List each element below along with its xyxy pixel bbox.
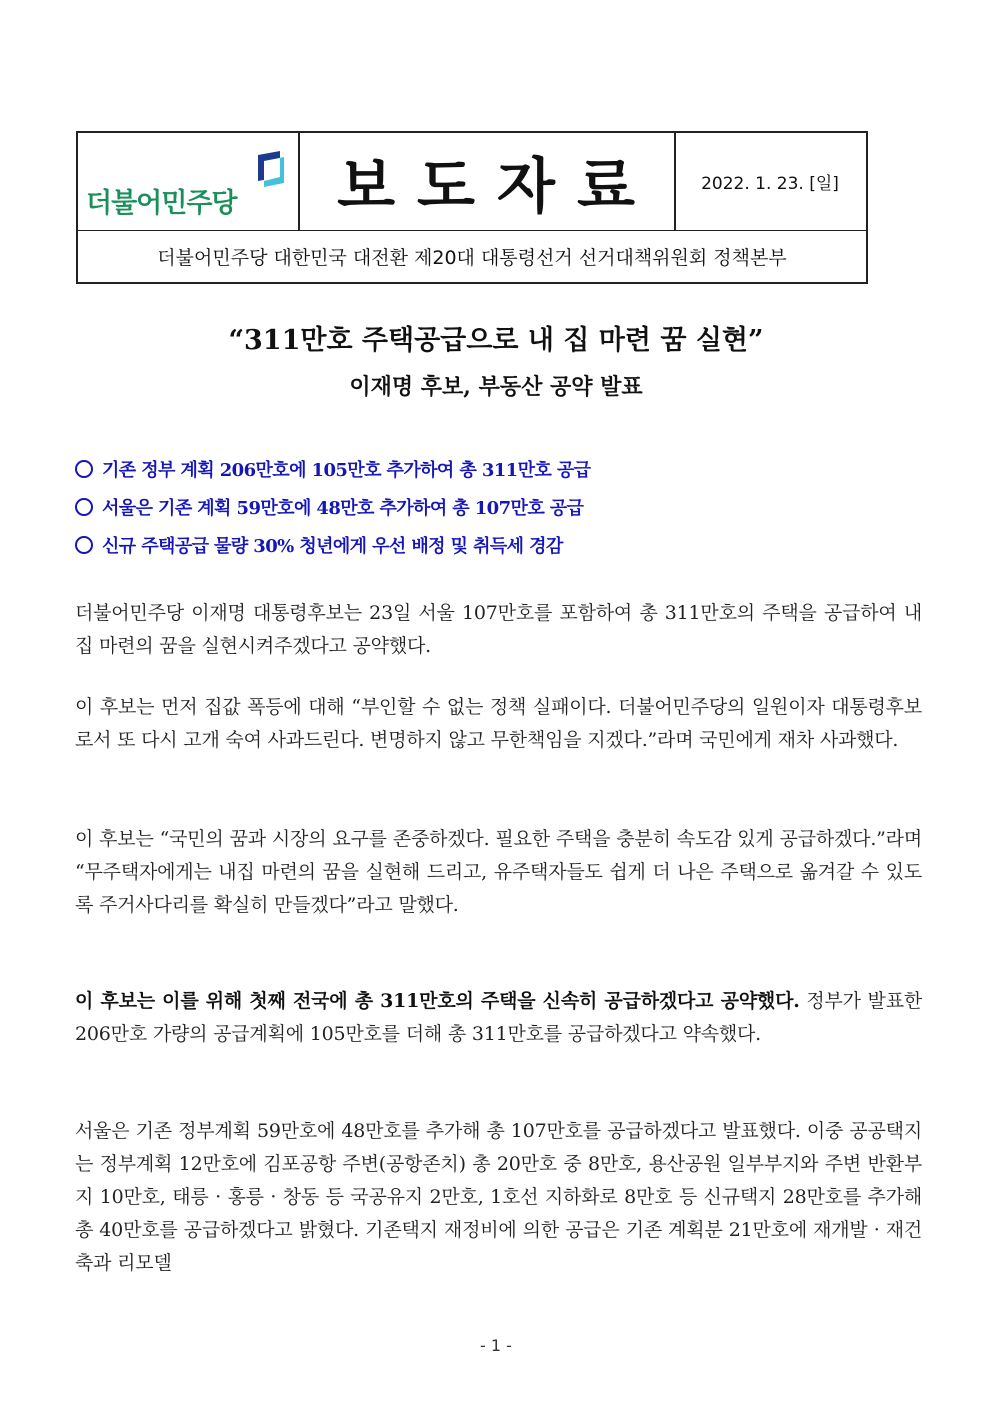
summary-bullet — [75, 488, 925, 526]
circle-bullet-icon — [75, 536, 93, 554]
press-release-header — [76, 131, 868, 284]
date-cell — [674, 133, 866, 230]
document-title: 보도자료 — [337, 151, 657, 222]
circle-bullet-icon — [75, 498, 93, 516]
header-organization-row — [78, 230, 866, 282]
sub-headline: 이재명 후보, 부동산 공약 발표 — [349, 374, 643, 400]
party-logo-text: 더불어민주당 — [86, 188, 237, 219]
body-paragraph-4-lead: 이 후보는 이를 위해 첫째 전국에 총 311만호의 주택을 신속히 공급하겠다고 공약했다. — [75, 990, 800, 1012]
circle-bullet-icon — [75, 460, 93, 478]
party-logo — [78, 133, 300, 230]
body-paragraph-4-rest: 정부가 발표한 206만호 가량의 공급계획에 105만호를 더해 총 311만호를 공급하겠다고 약속했다. — [75, 990, 923, 1045]
page-number: - 1 - — [480, 1336, 512, 1355]
body-paragraph-5: 서울은 기존 정부계획 59만호에 48만호를 추가해 총 107만호를 공급하겠다고 발표했다. 이중 공공택지는 정부계획 12만호에 김포공항 주변(공항존치) 총 20만호 중 8만호, 용산공원 일부부지와 주변 반환부지 10만호, 태릉 · 홍릉 · 창동 등 국공유지 2만호, 1호선 지하화로 8만호 등 신규택지 28만호를 추가해 총 40만호를 공급하겠다고 밝혔다. 기존택지 재정비에 의한 공급은 기존 계획분 21만호에 재개발 · 재건축과 리모델 — [75, 1120, 922, 1274]
body-paragraph-1: 더불어민주당 이재명 대통령후보는 23일 서울 107만호를 포함하여 총 311만호의 주택을 공급하여 내집 마련의 꿈을 실현시켜주겠다고 공약했다. — [75, 602, 922, 657]
body-paragraph-4 — [75, 985, 922, 1051]
summary-bullet-text: 기존 정부 계획 206만호에 105만호 추가하여 총 311만호 공급 — [102, 460, 591, 481]
party-logo-mark-icon — [256, 147, 286, 187]
body-paragraph-3: 이 후보는 “국민의 꿈과 시장의 요구를 존중하겠다. 필요한 주택을 충분히 속도감 있게 공급하겠다.”라며 “무주택자에게는 내집 마련의 꿈을 실현해 드리고, 유주택자들도 쉽게 더 나은 주택으로 옮겨갈 수 있도록 주거사다리를 확실히 만들겠다”라고 말했다. — [75, 828, 922, 916]
body-paragraph-2: 이 후보는 먼저 집값 폭등에 대해 “부인할 수 없는 정책 실패이다. 더불어민주당의 일원이자 대통령후보로서 또 다시 고개 숙여 사과드린다. 변명하지 않고 무한책임을 지겠다.”라며 국민에게 재차 사과했다. — [75, 696, 922, 751]
summary-bullet-text: 서울은 기존 계획 59만호에 48만호 추가하여 총 107만호 공급 — [102, 498, 584, 519]
document-title-cell — [298, 133, 676, 230]
summary-bullets — [75, 450, 925, 564]
organization-name: 더불어민주당 대한민국 대전환 제20대 대통령선거 선거대책위원회 정책본부 — [157, 246, 787, 269]
header-top-row — [78, 133, 866, 231]
main-headline: “311만호 주택공급으로 내 집 마련 꿈 실현” — [228, 325, 764, 356]
release-date: 2022. 1. 23. [일] — [701, 174, 839, 194]
summary-bullet — [75, 526, 925, 564]
summary-bullet — [75, 450, 925, 488]
summary-bullet-text: 신규 주택공급 물량 30% 청년에게 우선 배정 및 취득세 경감 — [102, 536, 563, 557]
